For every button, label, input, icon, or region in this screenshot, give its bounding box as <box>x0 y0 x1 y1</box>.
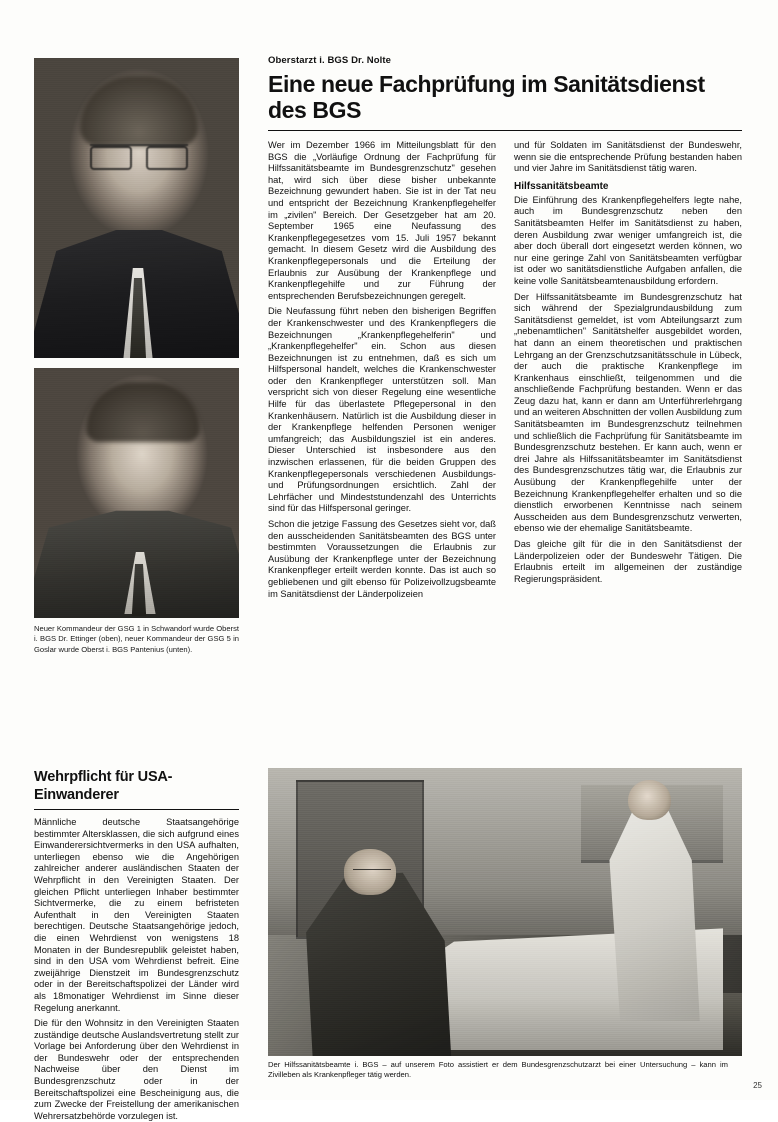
headline-divider <box>268 130 742 131</box>
paragraph: Der Hilfssanitätsbeamte im Bundesgrenzschutz hat sich während der Spezialgrundausbildung zum Sanitätsdienst gemeldet, ist vom Abteilungsarzt zum „nebenamtlichen" Sanitätshelfer ausgebildet worden, hat dann an einem theoretischen und praktischen Lehrgang an der Grenzschutzsanitätsschule in Lübeck, der auch die praktische Krankenpflege im Krankenhaus einschließt, teilgenommen und die anschließende Fachprüfung bestanden. Wenn er das Zeug dazu hat, kann er dann am Unterführerlehrgang und an weiteren Abschnitten der vollen Ausbildung zum Sanitätsbeamten im Bundesgrenzschutz teilnehmen und schließlich die Fachprüfung für Sanitätsbeamte im Bundesgrenzschutz bestehen. Er kann auch, wenn er drei Jahre als Hilfssanitätsbeamter im Sanitätsdienst des Bundesgrenzschutzes tätig war, die Erlaubnis zur Ausübung der Krankenpflegehilfe unter der Bezeichnung Krankenpflegehelfer erhalten und so die dienstlich erworbenen Kenntnisse nach seinem Ausscheiden aus dem Bundesgrenzschutz verwerten, ebenso wie der ehemalige Sanitätsbeamte. <box>514 291 742 534</box>
article-column-1 <box>268 140 496 600</box>
photo-caption-bottom: Der Hilfssanitätsbeamte i. BGS – auf unserem Foto assistiert er dem Bundesgrenzschutzarzt bei einer Untersuchung – kann im Zivilleben als Krankenpfleger tätig werden. <box>268 1060 728 1080</box>
paragraph: Männliche deutsche Staatsangehörige bestimmter Altersklassen, die sich aufgrund eines Einwanderersichtvermerks in den USA aufhalten, unterliegen ebenso wie die Angehörigen zahlreicher anderer ausländischen Staaten der Wehrpflicht in den Vereinigten Staaten. Der gleichen Pflicht unterliegen Inhaber bestimmter Sichtvermerke, die zu einem befristeten Aufenthalt in den Vereinigten Staaten berechtigen. Deutsche Staatsangehörige jedoch, die einen Wehrdienst von wenigstens 18 Monaten in der Bundesrepublik geleistet haben, sind in den USA vom Wehrdienst befreit. Eine zweijährige Dienstzeit im Bundesgrenzschutz oder in der Bereitschaftspolizei der Länder wird als 18monatiger Wehrdienst im Sinne dieser Regelung anerkannt. <box>34 817 239 1013</box>
photo-grain-overlay <box>34 58 239 358</box>
paragraph: Schon die jetzige Fassung des Gesetzes sieht vor, daß den ausscheidenden Sanitätsbeamten des BGS unter bestimmten Voraussetzungen die Erlaubnis zur Ausübung der Krankenpflege unter der Bezeichnung Krankenpfleger erteilt werden konnte. Das ist auch so gebliebenen und gilt ebenso für Polizeivollzugsbeamte im Sanitätsdienst der Länderpolizeien <box>268 519 496 599</box>
medical-examination-photo <box>268 768 742 1056</box>
paragraph: Wer im Dezember 1966 im Mitteilungsblatt für den BGS die „Vorläufige Ordnung der Fachprüfung für Hilfssanitätsbeamte im Bundesgrenzschutz" gesehen hat, wird sich über diese bisher unbekannte Bezeichnung gewundert haben. Sie ist in der Tat neu und entspricht der Bezeichnung Krankenpflegehelfer im „zivilen" Bereich. Der Gesetzgeber hat am 20. September 1965 eine Neufassung des Krankenpflegegesetzes vom 15. Juli 1957 bekannt gemacht. In diesem Gesetz wird die Ausbildung des Krankenpflegepersonals und die Erteilung der Erlaubnis zur Ausübung der Krankenpflege und Krankenpflegehilfe und zur Führung der entsprechenden Berufsbezeichnungen geregelt. <box>268 140 496 301</box>
page-number: 25 <box>753 1081 762 1090</box>
photo-grain-overlay <box>34 368 239 618</box>
paragraph: Die Neufassung führt neben den bisherigen Begriffen der Krankenschwester und des Krankenpflegers die Bezeichnungen „Krankenpflegehelferin" und „Krankenpflegehelfer" ein. Schon aus diesen Bezeichnungen ist zu entnehmen, daß es sich um Hilfspersonal handelt, welches die Krankenschwester oder den Krankenpfleger unterstützen soll. Man verspricht sich von dieser Regelung eine wesentliche Hilfe für das überlastete Pflegepersonal in den Krankenhäusern. Natürlich ist die Ausbildung dieser in der Krankenpflege helfenden Personen weniger umfangreich; das Ausbildungsziel ist ein anderes. Dieser Unterschied ist insbesondere aus den inzwischen erlassenen, für die beiden Gruppen des Krankenpflegepersonals verschiedenen Ausbildungs- und Prüfungsordnungen ersichtlich. Zahl der Lehrfächer und Mindeststundenzahl des Unterrichts sind für das Hilfspersonal geringer. <box>268 306 496 514</box>
portrait-photo-oberst-ettinger <box>34 58 239 358</box>
headline-divider <box>34 809 239 810</box>
photo-grain-overlay <box>268 768 742 1056</box>
paragraph: und für Soldaten im Sanitätsdienst der Bundeswehr, wenn sie die entsprechende Prüfung bestanden haben und vier Jahre im Sanitätsdienst tätig waren. <box>514 140 742 174</box>
portrait-photo-oberst-pantenius <box>34 368 239 618</box>
article-byline: Oberstarzt i. BGS Dr. Nolte <box>268 55 392 66</box>
paragraph: Das gleiche gilt für die in den Sanitätsdienst der Länderpolizeien oder der Bundeswehr Tätigen. Die Erlaubnis erteilt im allgemeinen der zuständige Regierungspräsident. <box>514 539 742 584</box>
article-columns <box>268 140 742 600</box>
left-photo-column <box>34 58 239 655</box>
section-subheading: Hilfssanitätsbeamte <box>514 180 609 192</box>
photo-caption-left: Neuer Kommandeur der GSG 1 in Schwandorf wurde Oberst i. BGS Dr. Ettinger (oben), neuer Kommandeur der GSG 5 in Goslar wurde Oberst i. BGS Pantenius (unten). <box>34 624 239 654</box>
paragraph: Die Einführung des Krankenpflegehelfers legte nahe, auch im Bundesgrenzschutz neben den Sanitätsbeamten Helfer im Sanitätsdienst zu haben, deren Ausbildung zwar weniger umfangreich ist, die aber doch überall dort eingesetzt werden können, wo nur eine geringe Zahl von Sanitätsbeamten verfügbar ist oder wo sanitätsdienstliche Aufgaben anfallen, die keine volle Sanitätsbeamtenausbildung erfordern. <box>514 194 742 286</box>
secondary-article-title: Wehrpflicht für USA-Einwanderer <box>34 769 173 803</box>
secondary-article <box>34 768 239 1122</box>
article-column-2 <box>514 140 742 600</box>
page-title: Eine neue Fachprüfung im Sanitätsdienst des BGS <box>268 71 705 123</box>
paragraph: Die für den Wohnsitz in den Vereinigten Staaten zuständige deutsche Auslandsvertretung stellt zur Vorlage bei Anforderung über den Wehrdienst in der Bundeswehr oder der entsprechenden Nachweise über den Dienst im Bundesgrenzschutz oder in der Bereitschaftspolizei eine Bescheinigung aus, die zum Zwecke der Freistellung der amerikanischen Wehrersatzbehörde vorzulegen ist. <box>34 1018 239 1121</box>
main-article <box>268 55 742 600</box>
